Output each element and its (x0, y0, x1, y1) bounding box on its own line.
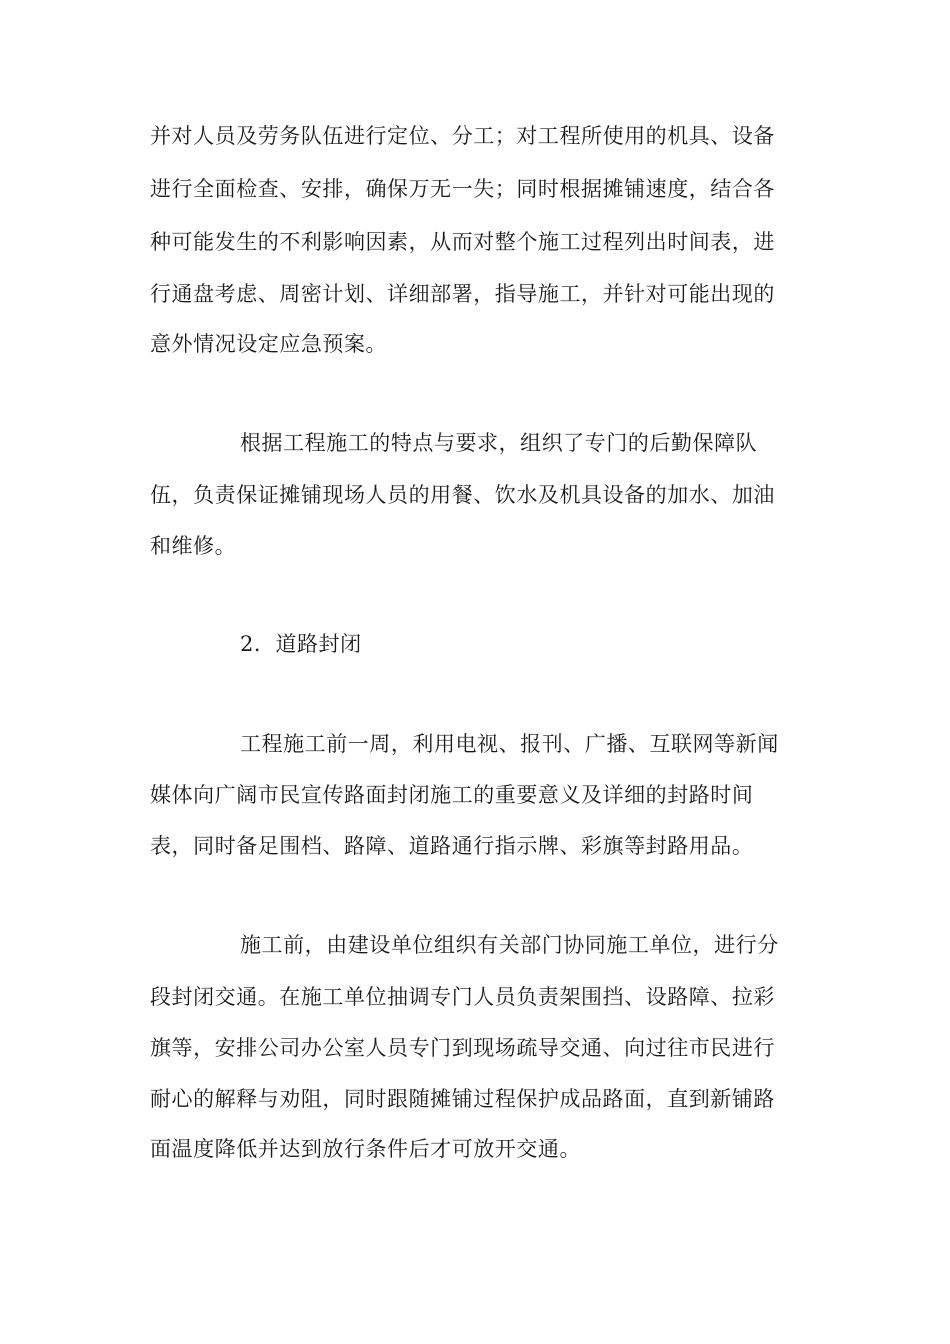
paragraph-4-line-2: 段封闭交通。在施工单位抽调专门人员负责架围挡、设路障、拉彩 (150, 985, 775, 1009)
paragraph-3-line-2: 媒体向广阔市民宣传路面封闭施工的重要意义及详细的封路时间 (150, 783, 754, 807)
section-heading: 2．道路封闭 (240, 632, 362, 656)
paragraph-3-line-3: 表，同时备足围档、路障、道路通行指示牌、彩旗等封路用品。 (150, 834, 754, 858)
paragraph-1-line-2: 进行全面检查、安排，确保万无一失；同时根据摊铺速度，结合各 (150, 177, 775, 201)
paragraph-1-line-1: 并对人员及劳务队伍进行定位、分工；对工程所使用的机具、设备 (150, 124, 775, 148)
paragraph-2-line-3: 和维修。 (150, 534, 237, 558)
paragraph-1-line-5: 意外情况设定应急预案。 (150, 332, 388, 356)
paragraph-1-line-4: 行通盘考虑、周密计划、详细部署，指导施工，并针对可能出现的 (150, 282, 775, 306)
paragraph-4-line-1: 施工前，由建设单位组织有关部门协同施工单位，进行分 (240, 933, 779, 957)
paragraph-3-line-1: 工程施工前一周，利用电视、报刊、广播、互联网等新闻 (240, 732, 779, 756)
paragraph-4-line-4: 耐心的解释与劝阻，同时跟随摊铺过程保护成品路面，直到新铺路 (150, 1087, 775, 1111)
paragraph-4-line-5: 面温度降低并达到放行条件后才可放开交通。 (150, 1137, 581, 1161)
paragraph-2-line-2: 伍，负责保证摊铺现场人员的用餐、饮水及机具设备的加水、加油 (150, 483, 775, 507)
paragraph-1-line-3: 种可能发生的不利影响因素，从而对整个施工过程列出时间表，进 (150, 230, 775, 254)
paragraph-2-line-1: 根据工程施工的特点与要求，组织了专门的后勤保障队 (240, 431, 758, 455)
paragraph-4-line-3: 旗等，安排公司办公室人员专门到现场疏导交通、向过往市民进行 (150, 1036, 775, 1060)
